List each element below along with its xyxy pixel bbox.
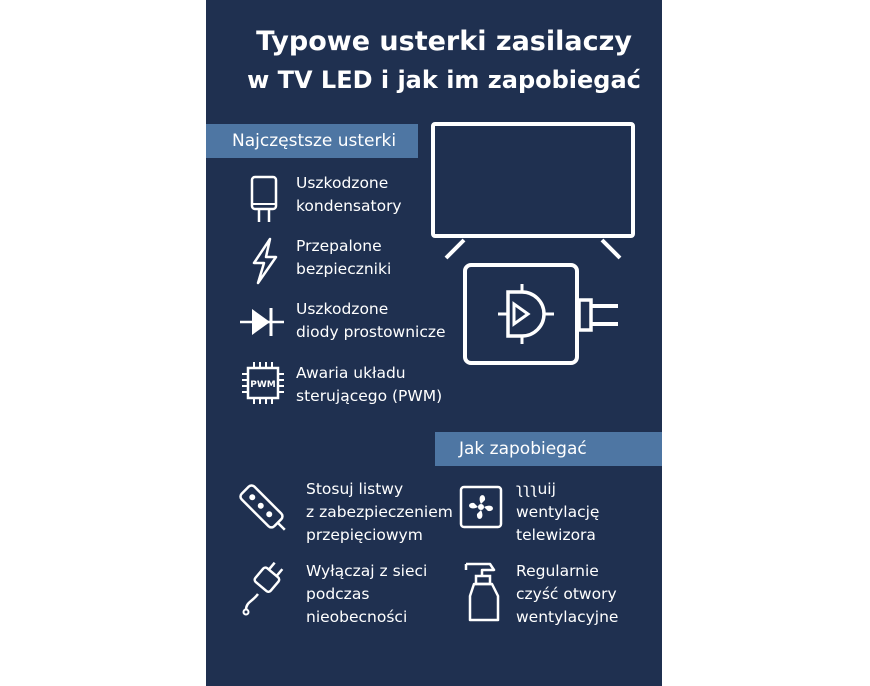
prevention-item-surge-strip: Stosuj listwy z zabezpieczeniem przepięciowym [306,480,453,544]
fault-item-fuses: Przepalone bezpieczniki [296,237,392,278]
fault-item-diodes: Uszkodzone diody prostownicze [296,300,446,341]
title-line-1: Typowe usterki zasilaczy [256,26,632,57]
pwm-chip-label: PWM [250,380,276,390]
capacitor-icon [246,174,282,224]
power-supply-icon [462,262,622,368]
prevention-section-title: Jak zapobiegać [435,432,662,466]
fault-item-pwm: Awaria układu sterującego (PWM) [296,364,443,405]
fault-item-capacitors: Uszkodzone kondensatory [296,174,402,215]
fan-icon [458,484,504,530]
power-strip-icon [238,480,292,540]
pwm-chip-icon [240,360,286,406]
diode-icon [238,302,286,342]
prevention-item-unplug: Wyłączaj z sieci podczas nieobecności [306,562,428,626]
prevention-item-clean-vents: Regularnie czyść otwory wentylacyjne [516,562,619,626]
prevention-item-ventilation: ʅʅʅuij wentylację telewizora [516,480,600,544]
tv-icon [428,120,640,262]
infographic-poster [206,0,662,686]
spray-bottle-icon [462,558,506,624]
lightning-icon [246,236,282,286]
title-line-2: w TV LED i jak im zapobiegać [247,66,641,94]
faults-section-title: Najczęstsze usterki [206,124,418,158]
plug-icon [240,558,290,616]
